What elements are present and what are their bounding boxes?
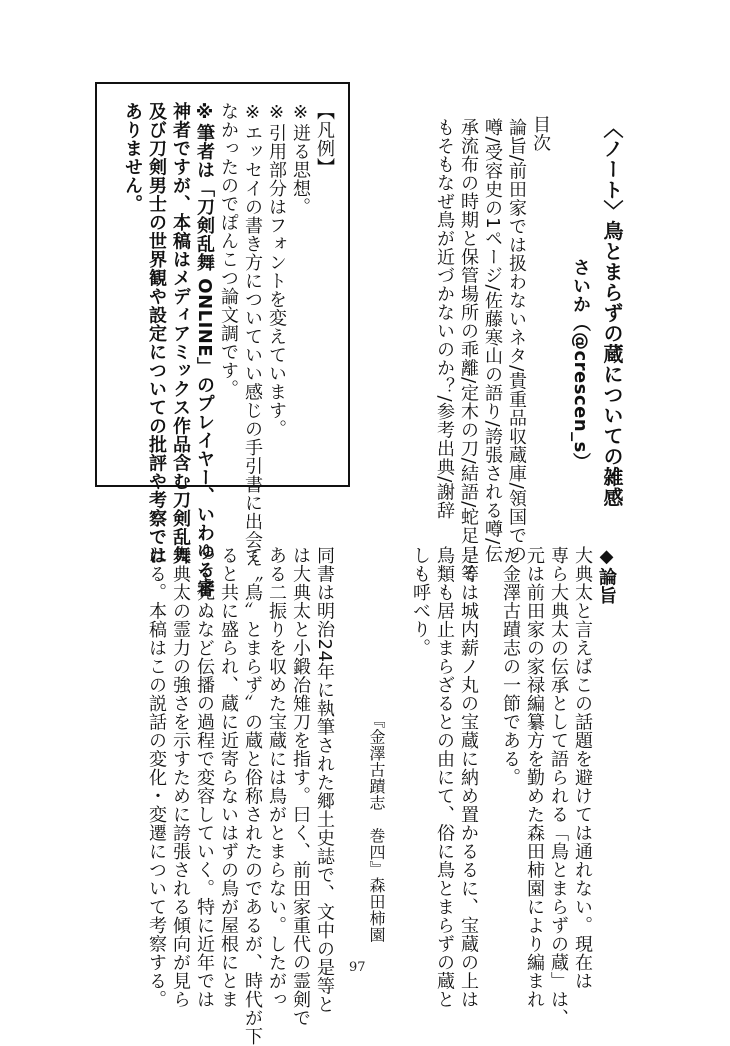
note-line: 神者ですが、本稿はメディアミックス作品含む刀剣乱舞 [170,102,191,565]
page-number: 97 [349,960,366,975]
note-line: なかったのでぽんこつ論文調です。 [218,102,239,398]
quote-citation: 『金澤古蹟志 巻四』森田柿園 [367,712,386,943]
notes-heading: 【凡例】 [314,102,335,176]
toc-heading: 目次 [530,115,551,152]
toc-line: もそもなぜ鳥が近づかないのか？/参考出典/謝辞 [434,118,455,520]
body-line: て〝鳥〟とまらず〟の蔵と俗称されたのであるが、時代が下 [242,546,263,1046]
body-line: って死ぬなど伝播の過程で変容していく。特に近年では [194,546,215,1009]
intro-line: 専ら大典太の伝承として語られる「鳥とまらずの蔵」は、 [548,546,569,1027]
body-line: れる。本稿はこの説話の変化・変遷について考察する。 [146,546,167,1009]
body-line: ある二振りを収めた宝蔵には鳥がとまらない。したがっ [266,546,287,1009]
intro-line: 大典太と言えばこの話題を避けては通れない。現在は [572,546,593,990]
author-byline: さいか（@crescen_s） [570,258,591,472]
body-line: は大典太と小鍛冶雉刀を指す。曰く、前田家重代の霊剣で [290,546,311,1027]
note-line: ※迸る思想。 [290,102,311,216]
body-line: 同書は明治24年に執筆された郷土史誌で、文中の是等と [314,546,335,1014]
section-heading: ◆論旨 [596,546,617,605]
toc-line: 承流布の時期と保管場所の乖離/定木の刀/結語/蛇足：そ [458,118,479,582]
intro-line: 元は前田家の家禄編纂方を勤めた森田柿園により編まれ [524,546,545,1009]
note-line: ありません。 [122,102,143,213]
note-line: ※エッセイの書き方についていい感じの手引書に出会え [242,102,263,568]
intro-line: た金澤古蹟志の一節である。 [500,546,521,787]
note-line: 及び刀剣男士の世界観や設定についての批評や考察では [146,102,167,565]
toc-line: 論旨/前田家では扱わないネタ/貴重品収蔵庫/領国での [506,118,527,564]
note-line: ※筆者は「刀剣乱舞 ONLINE」のプレイヤー、いわゆる審 [194,102,215,598]
quote-line: 是等は城内薪ノ丸の宝蔵に納め置かるるに、宝蔵の上は [458,546,479,1009]
quote-line: 鳥類も居止まらざるとの由にて、俗に鳥とまらずの蔵と [434,546,455,1009]
note-line: ※引用部分はフォントを変えています。 [266,102,287,438]
toc-line: 噂/受容史の1ページ/佐藤寒山の語り/誇張される噂/伝 [482,118,503,564]
body-line: ると共に盛られ、蔵に近寄らないはずの鳥が屋根にとま [218,546,239,1009]
article-title: 〈ノート〉鳥とまらずの蔵についての雑感 [600,118,624,508]
body-line: 大典太の霊力の強さを示すために誇張される傾向が見ら [170,546,191,1009]
quote-line: しも呼べり。 [410,546,431,657]
